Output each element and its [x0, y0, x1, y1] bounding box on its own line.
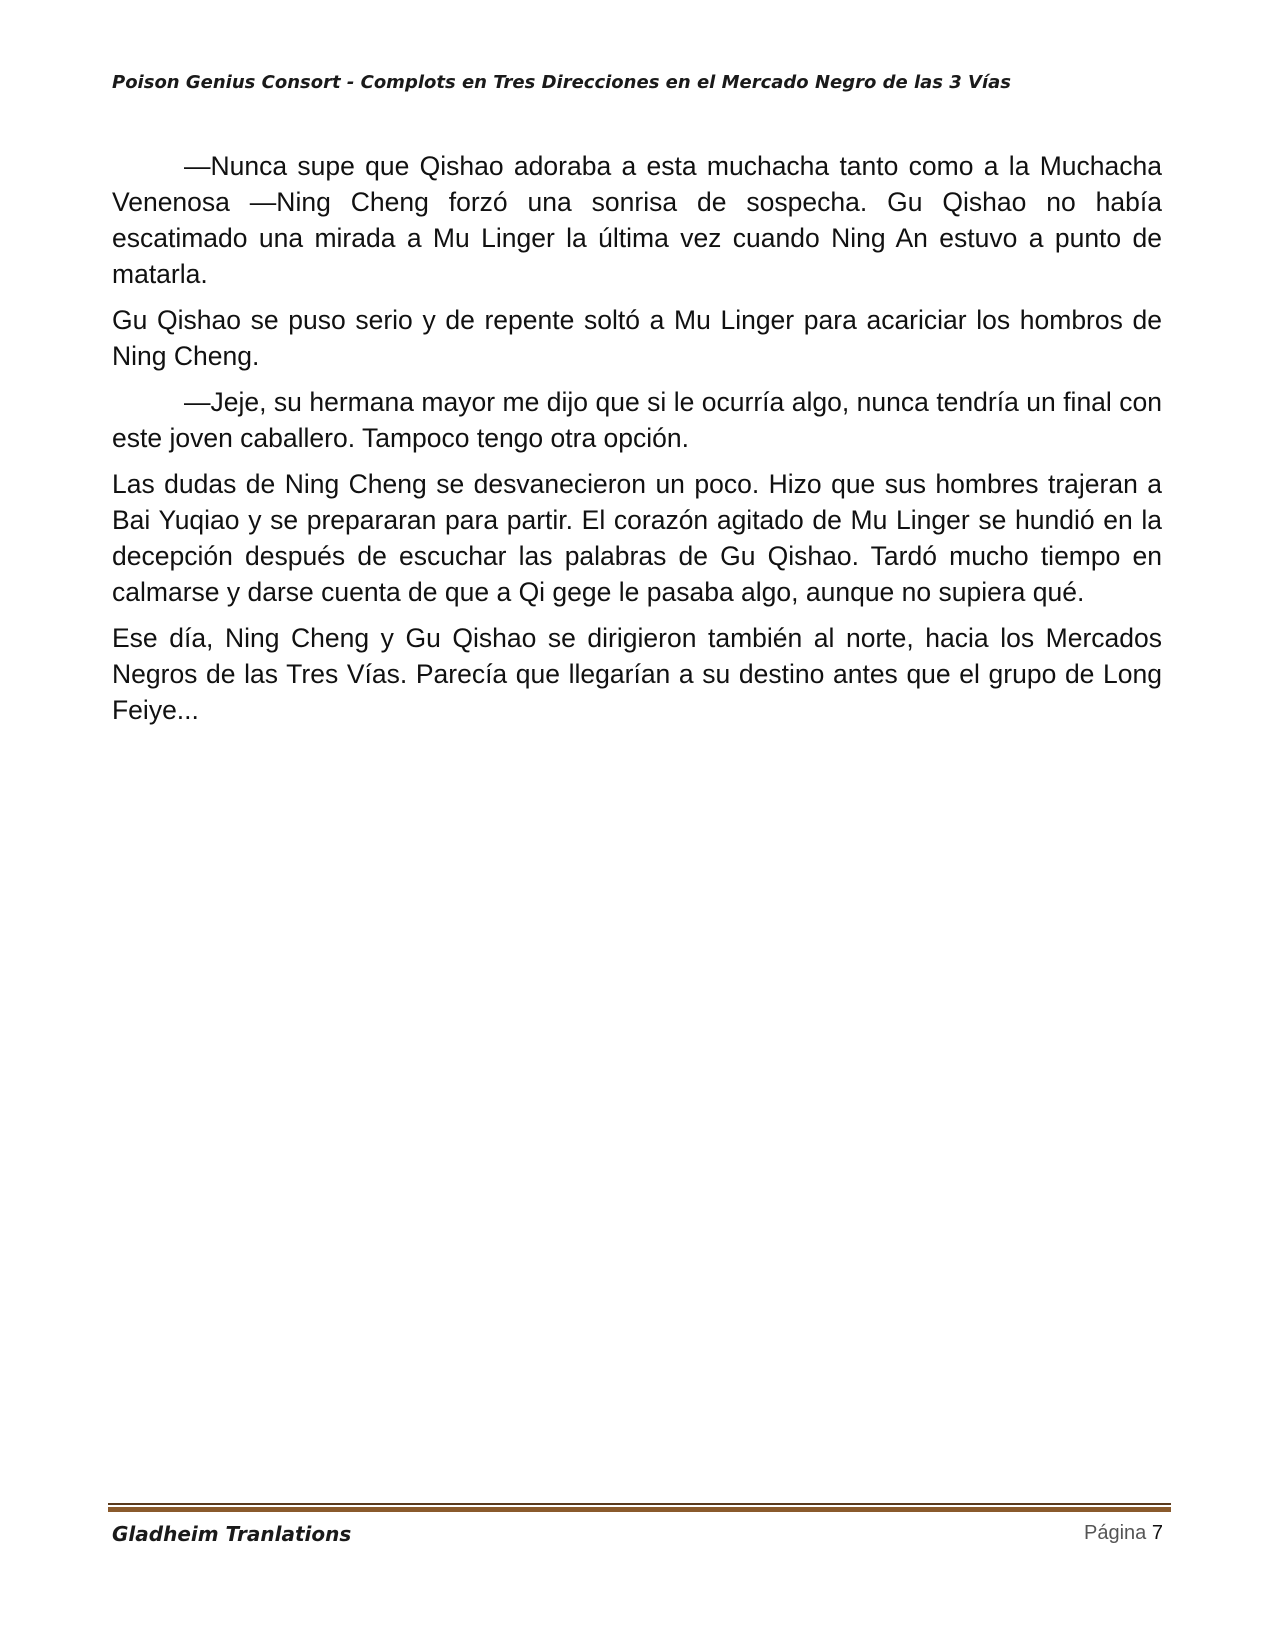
paragraph-2: Gu Qishao se puso serio y de repente soltó a Mu Linger para acariciar los hombros de Ning Cheng. — [112, 305, 1162, 371]
footer-page-number — [1084, 1522, 1163, 1545]
footer-divider-thick — [108, 1507, 1171, 1512]
page-number: 7 — [1151, 1522, 1163, 1544]
paragraph-1: —Nunca supe que Qishao adoraba a esta muchacha tanto como a la Muchacha Venenosa —Ning Cheng forzó una sonrisa de sospecha. Gu Qishao no había escatimado una mirada a Mu Linger la última vez cuando Ning An estuvo a punto de matarla. — [112, 151, 1162, 289]
paragraph-5: Ese día, Ning Cheng y Gu Qishao se dirigieron también al norte, hacia los Mercados Negros de las Tres Vías. Parecía que llegarían a su destino antes que el grupo de Long Feiye... — [112, 623, 1162, 725]
body-text — [112, 148, 1162, 738]
footer-divider-thin — [108, 1503, 1171, 1505]
running-header: Poison Genius Consort - Complots en Tres Direcciones en el Mercado Negro de las 3 Vías — [112, 72, 1012, 93]
page-label: Página — [1084, 1522, 1147, 1544]
footer-translator: Gladheim Tranlations — [112, 1522, 352, 1546]
footer-divider — [108, 1503, 1171, 1512]
paragraph-4: Las dudas de Ning Cheng se desvanecieron un poco. Hizo que sus hombres trajeran a Bai Yuqiao y se prepararan para partir. El corazón agitado de Mu Linger se hundió en la decepción después de escuchar las palabras de Gu Qishao. Tardó mucho tiempo en calmarse y darse cuenta de que a Qi gege le pasaba algo, aunque no supiera qué. — [112, 469, 1162, 607]
paragraph-3: —Jeje, su hermana mayor me dijo que si le ocurría algo, nunca tendría un final con este joven caballero. Tampoco tengo otra opción. — [112, 387, 1162, 453]
